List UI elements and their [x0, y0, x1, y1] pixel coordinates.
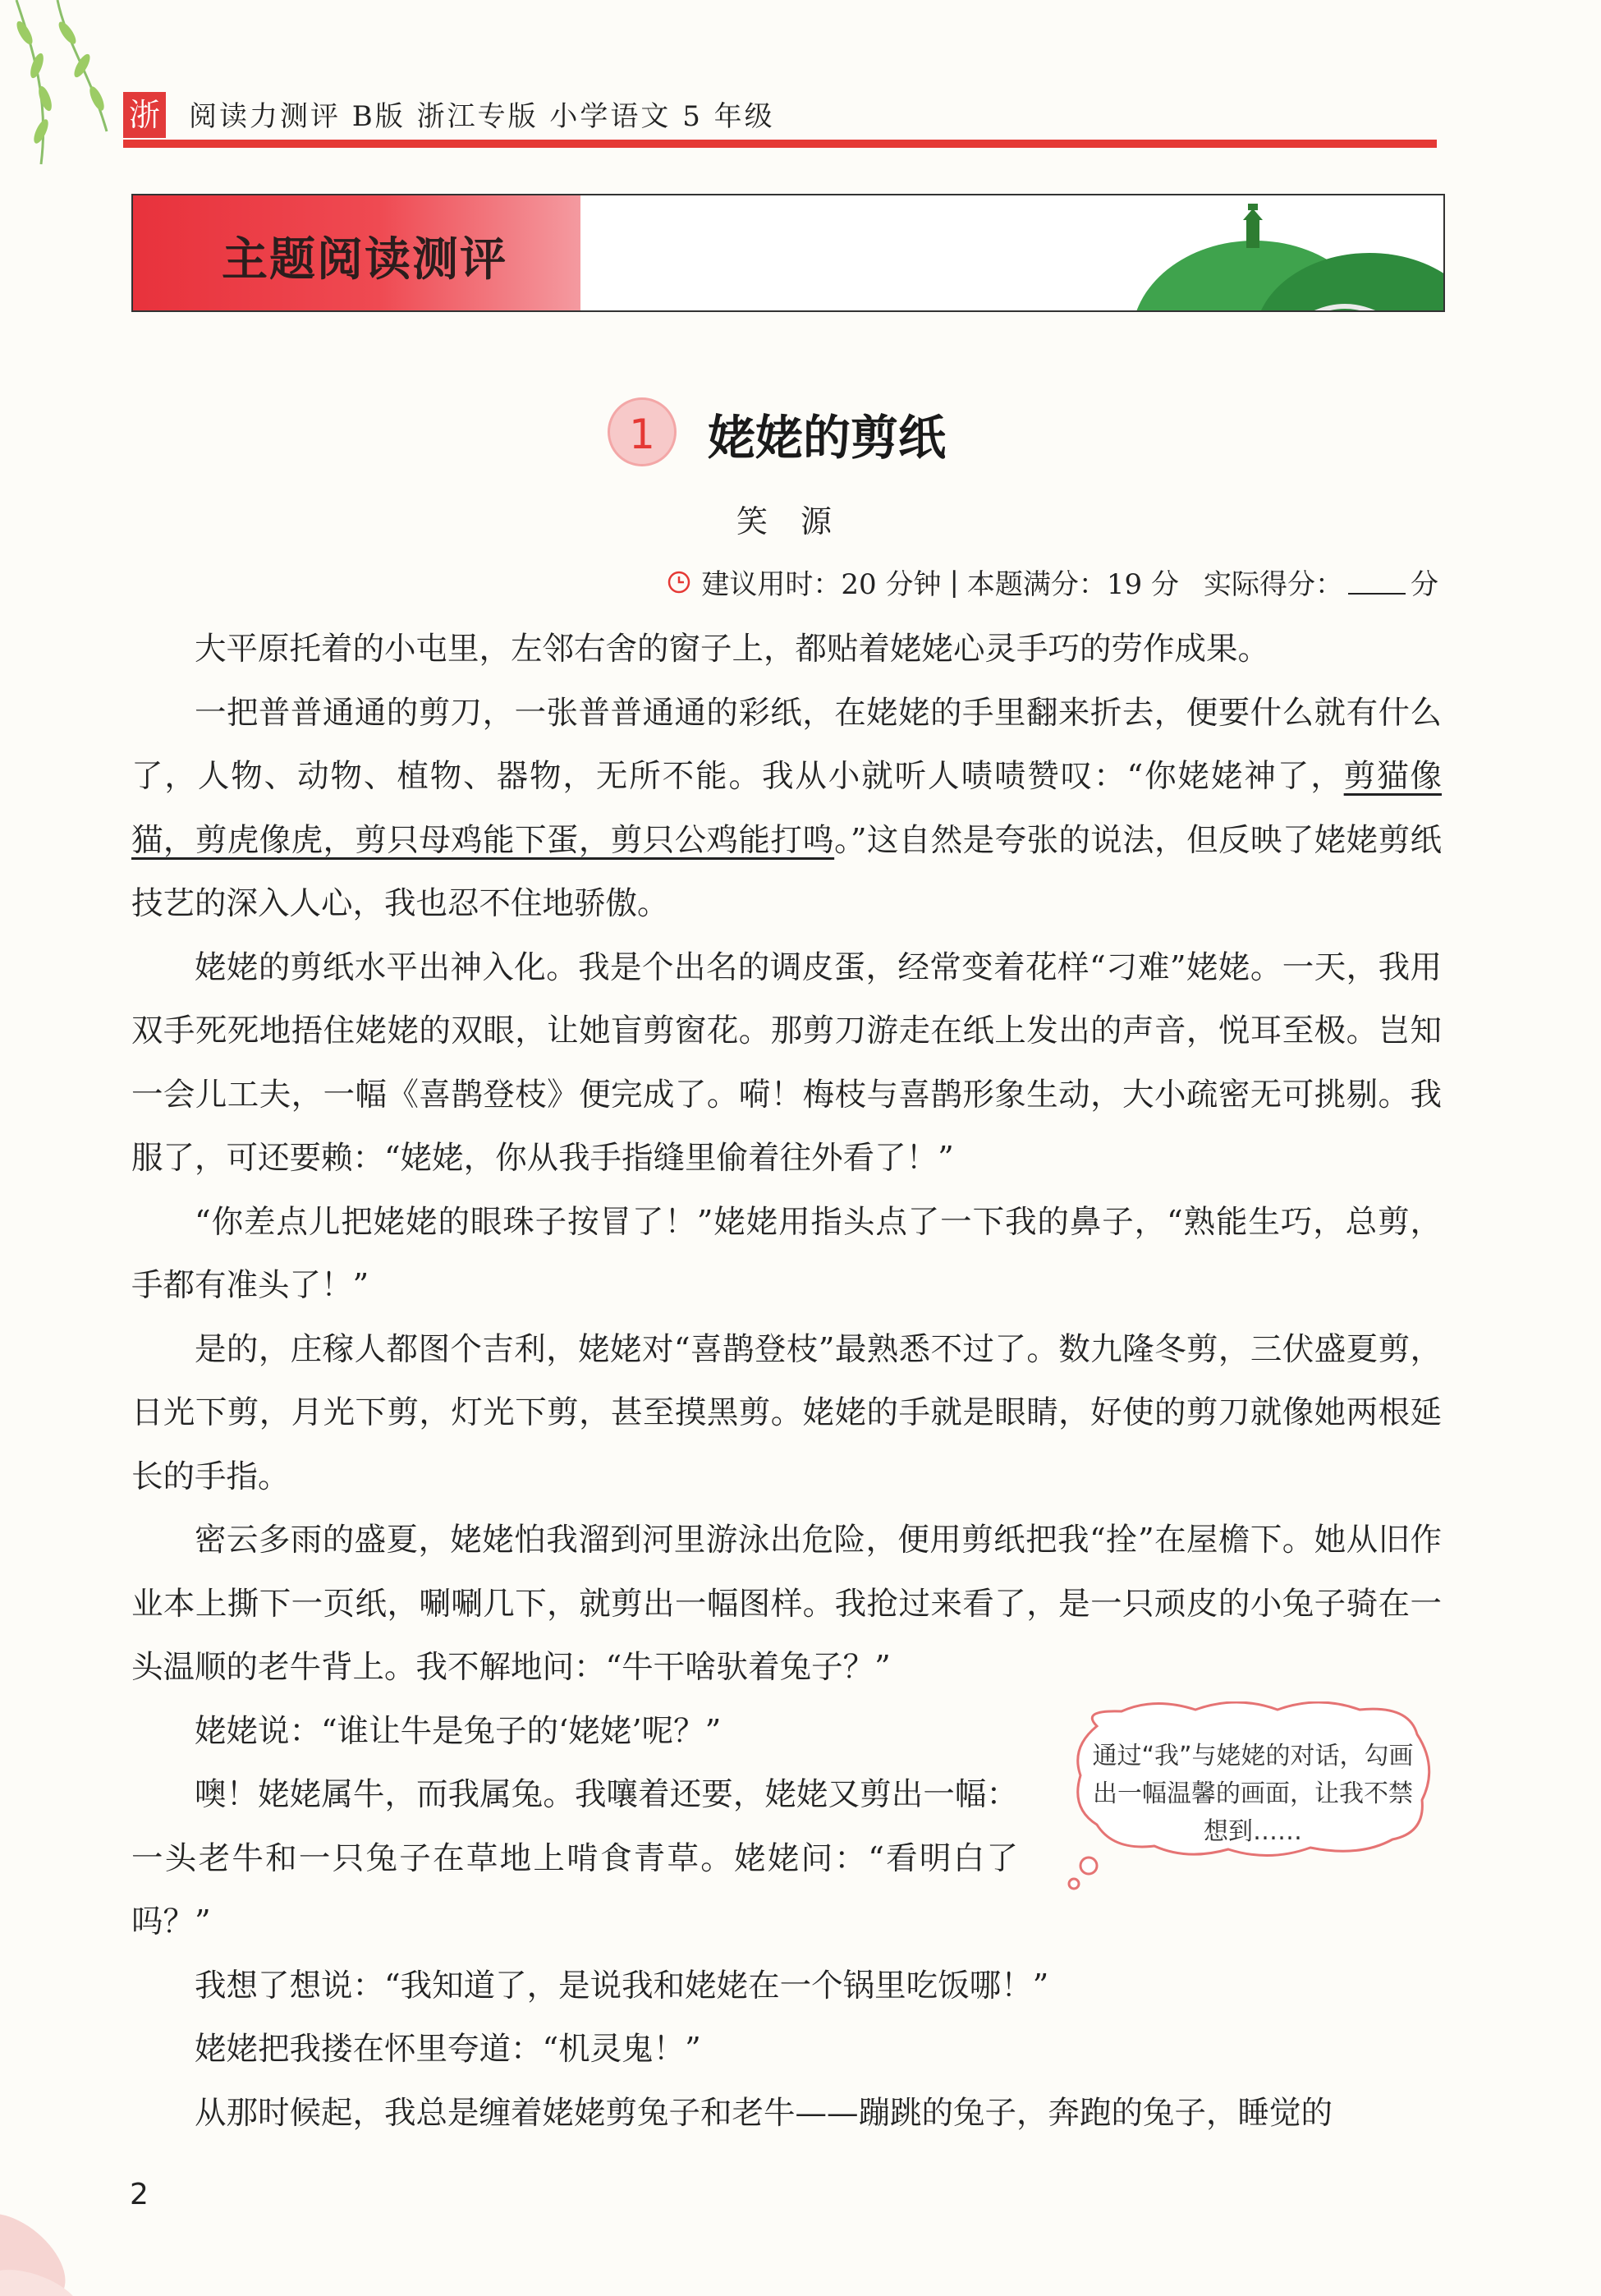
meta-separator: | [949, 565, 959, 599]
article-author: 笑源 [736, 503, 865, 540]
suggested-time: 建议用时：20 分钟 [701, 568, 942, 601]
running-header-title: 阅读力测评 B版 浙江专版 小学语文 5 年级 [189, 100, 775, 133]
actual-score-label: 实际得分： [1204, 568, 1343, 601]
section-banner [131, 194, 1445, 312]
province-badge: 浙 [123, 92, 166, 138]
score-unit: 分 [1411, 568, 1438, 601]
banner-title: 主题阅读测评 [222, 233, 507, 287]
paragraph: 大平原托着的小屯里，左邻右舍的窗子上，都贴着姥姥心灵手巧的劳作成果。 [195, 631, 1270, 668]
article-title-row [608, 393, 1182, 475]
paragraph-text: 一把普普通通的剪刀，一张普普通通的彩纸，在姥姥的手里翻来折去，便要什么就有什么了，人物、动物、植物、器物，无所不能。我从小就听人啧啧赞叹：“你姥姥神了， [131, 694, 1442, 795]
header-rule [123, 140, 1437, 148]
running-header [123, 89, 1437, 146]
article-title: 姥姥的剪纸 [708, 410, 947, 466]
article-body [131, 618, 1442, 2145]
underlined-sentence: 剪猫像猫，剪虎像虎，剪只母鸡能下蛋，剪只公鸡能打鸣 [131, 758, 1442, 859]
clock-icon [667, 570, 691, 595]
paragraph-text: 。”这自然是夸张的说法，但反映了姥姥剪纸技艺的深入人心，我也忍不住地骄傲。 [131, 821, 1442, 922]
paragraph: 从那时候起，我总是缠着姥姥剪兔子和老牛——蹦跳的兔子，奔跑的兔子，睡觉的 [195, 2094, 1333, 2132]
paragraph: 姥姥说：“谁让牛是兔子的‘姥姥’呢？” [195, 1712, 722, 1750]
paragraph: 噢！姥姥属牛，而我属兔。我嚷着还要，姥姥又剪出一幅：一头老牛和一只兔子在草地上啃食青草。姥姥问：“看明白了吗？” [131, 1776, 1018, 1940]
thought-bubble [1064, 1701, 1438, 1894]
paragraph: 是的，庄稼人都图个吉利，姥姥对“喜鹊登枝”最熟悉不过了。数九隆冬剪，三伏盛夏剪，日光下剪，月光下剪，灯光下剪，甚至摸黑剪。姥姥的手就是眼睛，好使的剪刀就像她两根延长的手指。 [131, 1330, 1442, 1495]
paragraph: 密云多雨的盛夏，姥姥怕我溜到河里游泳出危险，便用剪纸把我“拴”在屋檐下。她从旧作业本上撕下一页纸，唰唰几下，就剪出一幅图样。我抢过来看了，是一只顽皮的小兔子骑在一头温顺的老牛背上。我不解地问：“牛干啥驮着兔子？” [131, 1522, 1442, 1686]
full-score: 本题满分：19 分 [966, 568, 1179, 601]
paragraph [131, 682, 1442, 936]
pagoda-hill-illustration [1099, 195, 1443, 310]
corner-decoration [0, 2135, 115, 2296]
bubble-text: 通过“我”与姥姥的对话，勾画出一幅温馨的画面，让我不禁想到…… [1092, 1742, 1414, 1846]
score-blank[interactable] [1348, 570, 1406, 595]
paragraph: 我想了想说：“我知道了，是说我和姥姥在一个锅里吃饭哪！” [195, 1967, 1049, 2004]
article-number: 1 [608, 397, 677, 466]
meta-row [667, 562, 1438, 602]
paragraph: 姥姥把我搂在怀里夸道：“机灵鬼！” [195, 2031, 701, 2068]
page-number: 2 [130, 2178, 149, 2211]
paragraph: “你差点儿把姥姥的眼珠子按冒了！”姥姥用指头点了一下我的鼻子，“熟能生巧，总剪，手都有准头了！” [131, 1203, 1442, 1304]
paragraph: 姥姥的剪纸水平出神入化。我是个出名的调皮蛋，经常变着花样“刁难”姥姥。一天，我用双手死死地捂住姥姥的双眼，让她盲剪窗花。那剪刀游走在纸上发出的声音，悦耳至极。岂知一会儿工夫，一幅《喜鹊登枝》便完成了。嗬！梅枝与喜鹊形象生动，大小疏密无可挑剔。我服了，可还要赖：“姥姥，你从我手指缝里偷着往外看了！” [131, 948, 1442, 1177]
